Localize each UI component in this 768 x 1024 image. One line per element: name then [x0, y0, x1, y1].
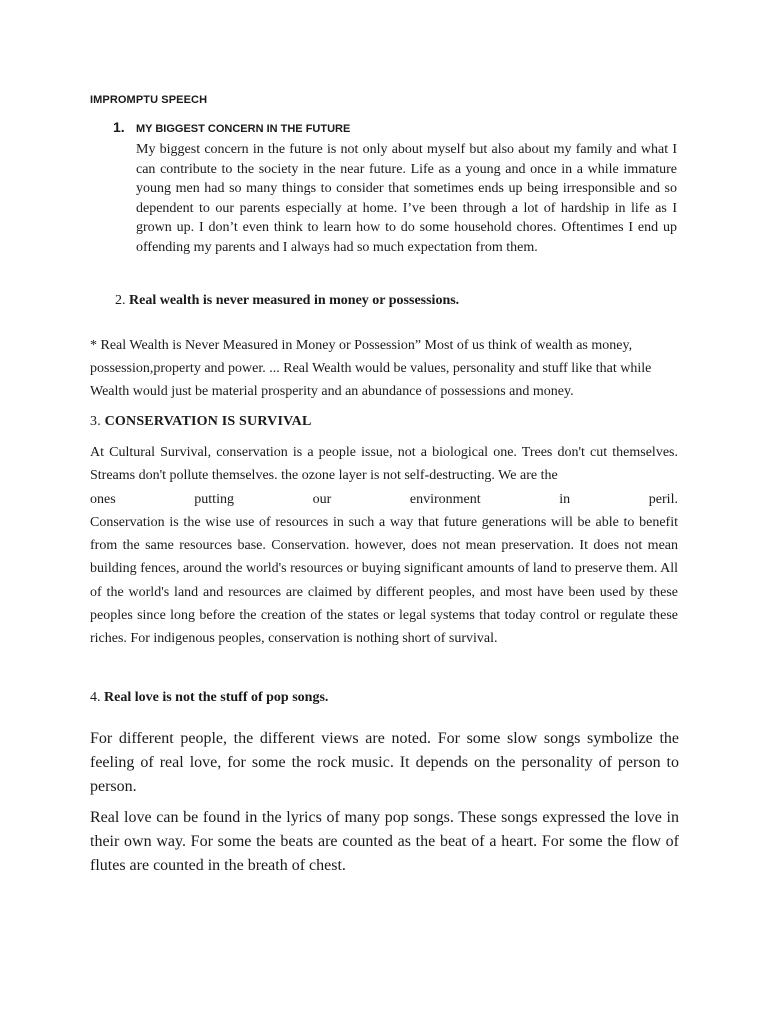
- section-2-number: 2.: [115, 293, 126, 308]
- section-3-paragraph-part-1: At Cultural Survival, conservation is a people issue, not a biological one. Trees don't cut themselves. Streams don't pollute themselves. the ozone layer is not self-destructing. We are the: [90, 445, 678, 484]
- section-2-heading: Real wealth is never measured in money or possessions.: [129, 293, 460, 308]
- section-4-heading: Real love is not the stuff of pop songs.: [104, 690, 329, 705]
- section-4-paragraph: For different people, the different views are noted. For some slow songs symbolize the feeling of real love, for some the rock music. It depends on the personality of person to person.: [90, 730, 679, 795]
- section-2-body: * Real Wealth is Never Measured in Money or Possession” Most of us think of wealth as money, possession,property and power. ... Real Wealth would be values, personality and stuff like that while Wealth would just be material prosperity and an abundance of possessions and money.: [90, 338, 652, 399]
- section-3-heading-line: [90, 414, 312, 430]
- section-4-body: [90, 727, 679, 885]
- section-1-number: 1.: [113, 119, 125, 135]
- section-4-number: 4.: [90, 690, 101, 705]
- section-3-heading: CONSERVATION IS SURVIVAL: [104, 414, 312, 429]
- section-3-paragraph-part-2: Conservation is the wise use of resources in such a way that future generations will be able to benefit from the same resources base. Conservation. however, does not mean preservation. It does not mean building fences, around the world's resources or buying significant amounts of land to preserve them. All of the world's land and resources are claimed by different peoples, and most have been used by these peoples since long before the creation of the states or legal systems that today control or regulate these riches. For indigenous peoples, conservation is nothing short of survival.: [90, 514, 678, 647]
- section-3-body: [90, 441, 678, 651]
- spread-word: in: [559, 491, 571, 507]
- document-title: IMPROMPTU SPEECH: [90, 94, 208, 106]
- section-4-paragraph: Real love can be found in the lyrics of many pop songs. These songs expressed the love in their own way. For some the beats are counted as the beat of a heart. For some the flow of flutes are counted in the breath of chest.: [90, 809, 679, 874]
- section-1-heading: MY BIGGEST CONCERN IN THE FUTURE: [136, 123, 351, 135]
- section-3-spread-line: [90, 488, 678, 511]
- section-2-heading-line: [115, 293, 459, 309]
- spread-word: putting: [194, 491, 234, 507]
- spread-word: ones: [90, 491, 116, 507]
- spread-word: our: [312, 491, 332, 507]
- spread-word: environment: [409, 491, 481, 507]
- section-1-body: My biggest concern in the future is not only about myself but also about my family and what I can contribute to the society in the near future. Life as a young and once in a while immature young men had so many things to consider that sometimes ends up being irresponsible and so dependent to our parents especially at home. I’ve been through a lot of hardship in life as I grown up. I don’t even think to learn how to do some household chores. Oftentimes I end up offending my parents and I always had so much expectation from them.: [136, 142, 677, 255]
- spread-word: peril.: [648, 491, 678, 507]
- section-4-heading-line: [90, 690, 328, 706]
- section-3-number: 3.: [90, 414, 101, 429]
